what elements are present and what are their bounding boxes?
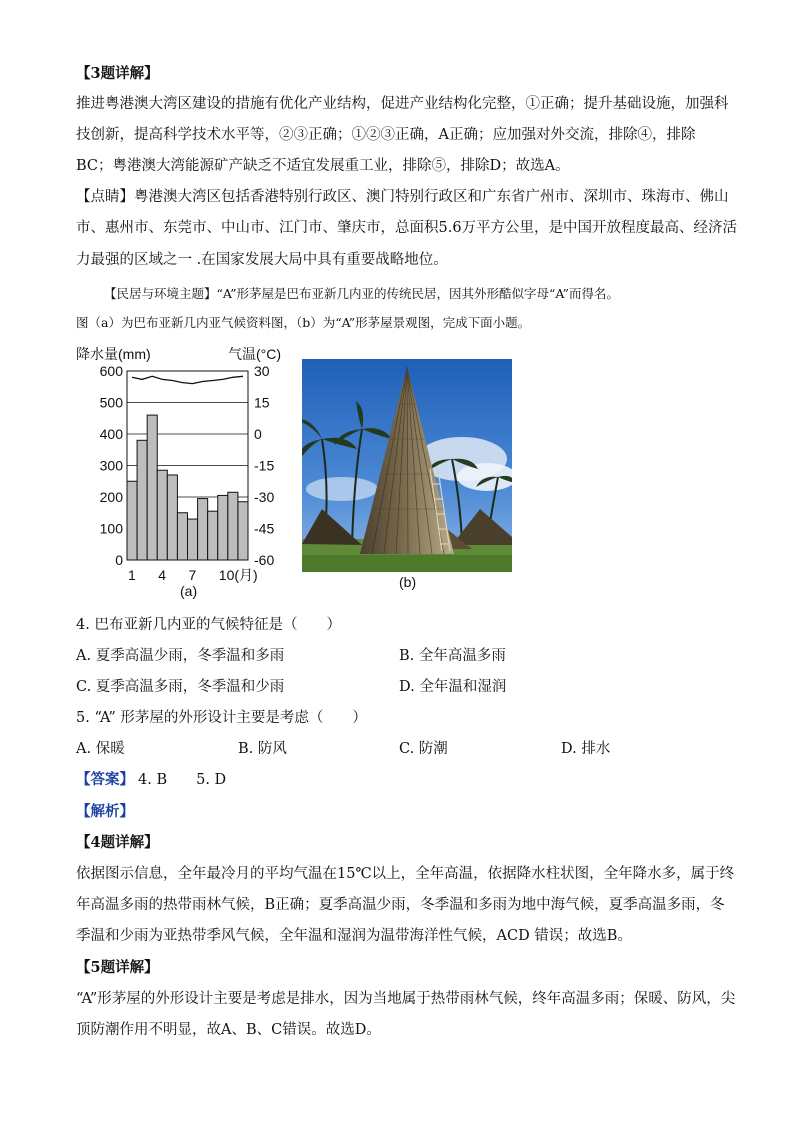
precip-bar [177,513,187,560]
precip-bar [127,481,137,560]
right-axis-title: 气温(°C) [228,346,282,362]
q4-option-c: C. 夏季高温多雨，冬季温和少雨 [76,679,285,695]
climate-chart [90,356,282,596]
answer-label: 【答案】 [76,771,134,788]
section-3-line: BC；粤港澳大湾能源矿产缺乏不适宜发展重工业，排除⑤，排除D；故选A。 [76,158,570,174]
hut-photo-icon [302,359,512,572]
left-tick-label: 400 [99,426,123,442]
x-tick-label: 10(月) [218,567,258,583]
q5-option-c: C. 防潮 [399,741,448,757]
answer-text: 4. B 5. D [138,772,227,788]
q5-option-d: D. 排水 [561,741,611,757]
precip-bar [137,440,147,560]
left-axis-title: 降水量(mm) [76,346,151,362]
q4-option-b: B. 全年高温多雨 [399,648,506,664]
precip-bar [198,499,208,560]
right-tick-label: 15 [254,394,270,411]
question-4-stem: 4. 巴布亚新几内亚的气候特征是（ ） [76,617,341,633]
dianjing-line: 力最强的区域之一 .在国家发展大局中具有重要战略地位。 [76,252,448,268]
x-tick-label: 1 [128,567,136,583]
section-3-line: 推进粤港澳大湾区建设的措施有优化产业结构，促进产业结构化完整，①正确；提升基础设施，加强科 [76,96,729,112]
intro-line: 【民居与环境主题】“A”形茅屋是巴布亚新几内亚的传统民居，因其外形酷似字母“A”而得名。 [104,286,619,301]
temperature-line [132,376,243,383]
q5-option-b: B. 防风 [238,741,287,757]
right-tick-label: 0 [254,426,262,442]
dianjing-line: 【点睛】粤港澳大湾区包括香港特别行政区、澳门特别行政区和广东省广州市、深圳市、珠海市、佛山 [76,189,729,205]
section-4-line: 依据图示信息，全年最冷月的平均气温在15℃以上，全年高温，依据降水柱状图，全年降水多，属于终 [76,866,735,882]
x-tick-label: 7 [188,567,197,583]
dianjing-line: 市、惠州市、东莞市、中山市、江门市、肇庆市，总面积5.6万平方公里，是中国开放程度最高、经济活 [76,220,738,236]
intro-line: 图（a）为巴布亚新几内亚气候资料图，（b）为“A”形茅屋景观图，完成下面小题。 [76,315,531,330]
precip-bar [167,475,177,560]
question-5-stem: 5. “A” 形茅屋的外形设计主要是考虑（ ） [76,710,367,726]
precip-bar [147,415,157,560]
precip-bar [157,470,167,560]
section-4-line: 季温和少雨为亚热带季风气候，全年温和湿润为温带海洋性气候，ACD 错误；故选B。 [76,928,632,944]
right-tick-label: -15 [254,457,275,474]
section-5-heading: 【5题详解】 [76,959,159,976]
x-tick-label: 4 [158,567,167,583]
left-tick-label: 600 [99,363,123,379]
section-4-line: 年高温多雨的热带雨林气候，B正确；夏季高温少雨，冬季温和多雨为地中海气候，夏季高温多雨，冬 [76,897,725,913]
right-tick-label: -60 [254,552,275,568]
section-5-line: “A”形茅屋的外形设计主要是考虑是排水，因为当地属于热带雨林气候，终年高温多雨；保暖、防风，尖 [76,991,736,1007]
precip-bar [188,519,198,560]
left-tick-label: 500 [99,394,123,411]
caption-b: (b) [399,574,417,590]
precip-bar [218,495,228,560]
analysis-label: 【解析】 [76,803,134,820]
left-tick-label: 300 [99,457,123,474]
q4-option-d: D. 全年温和湿润 [399,679,507,695]
left-tick-label: 100 [99,520,123,537]
section-5-line: 顶防潮作用不明显，故A、B、C错误。故选D。 [76,1022,381,1038]
section-3-heading: 【3题详解】 [76,65,159,82]
q4-option-a: A. 夏季高温少雨，冬季温和多雨 [76,648,285,664]
left-tick-label: 0 [115,552,123,568]
precip-bar [208,511,218,560]
left-tick-label: 200 [99,489,123,505]
precip-bar [228,492,238,560]
q5-option-a: A. 保暖 [76,741,125,757]
a-frame-hut-photo [302,359,512,572]
section-3-line: 技创新，提高科学技术水平等，②③正确；①②③正确，A正确；应加强对外交流，排除④，排除 [76,127,696,143]
section-4-heading: 【4题详解】 [76,834,159,851]
caption-a: (a) [180,583,198,599]
precip-bar [238,502,248,560]
right-tick-label: -30 [254,489,275,505]
right-tick-label: 30 [254,363,270,379]
right-tick-label: -45 [254,520,275,537]
